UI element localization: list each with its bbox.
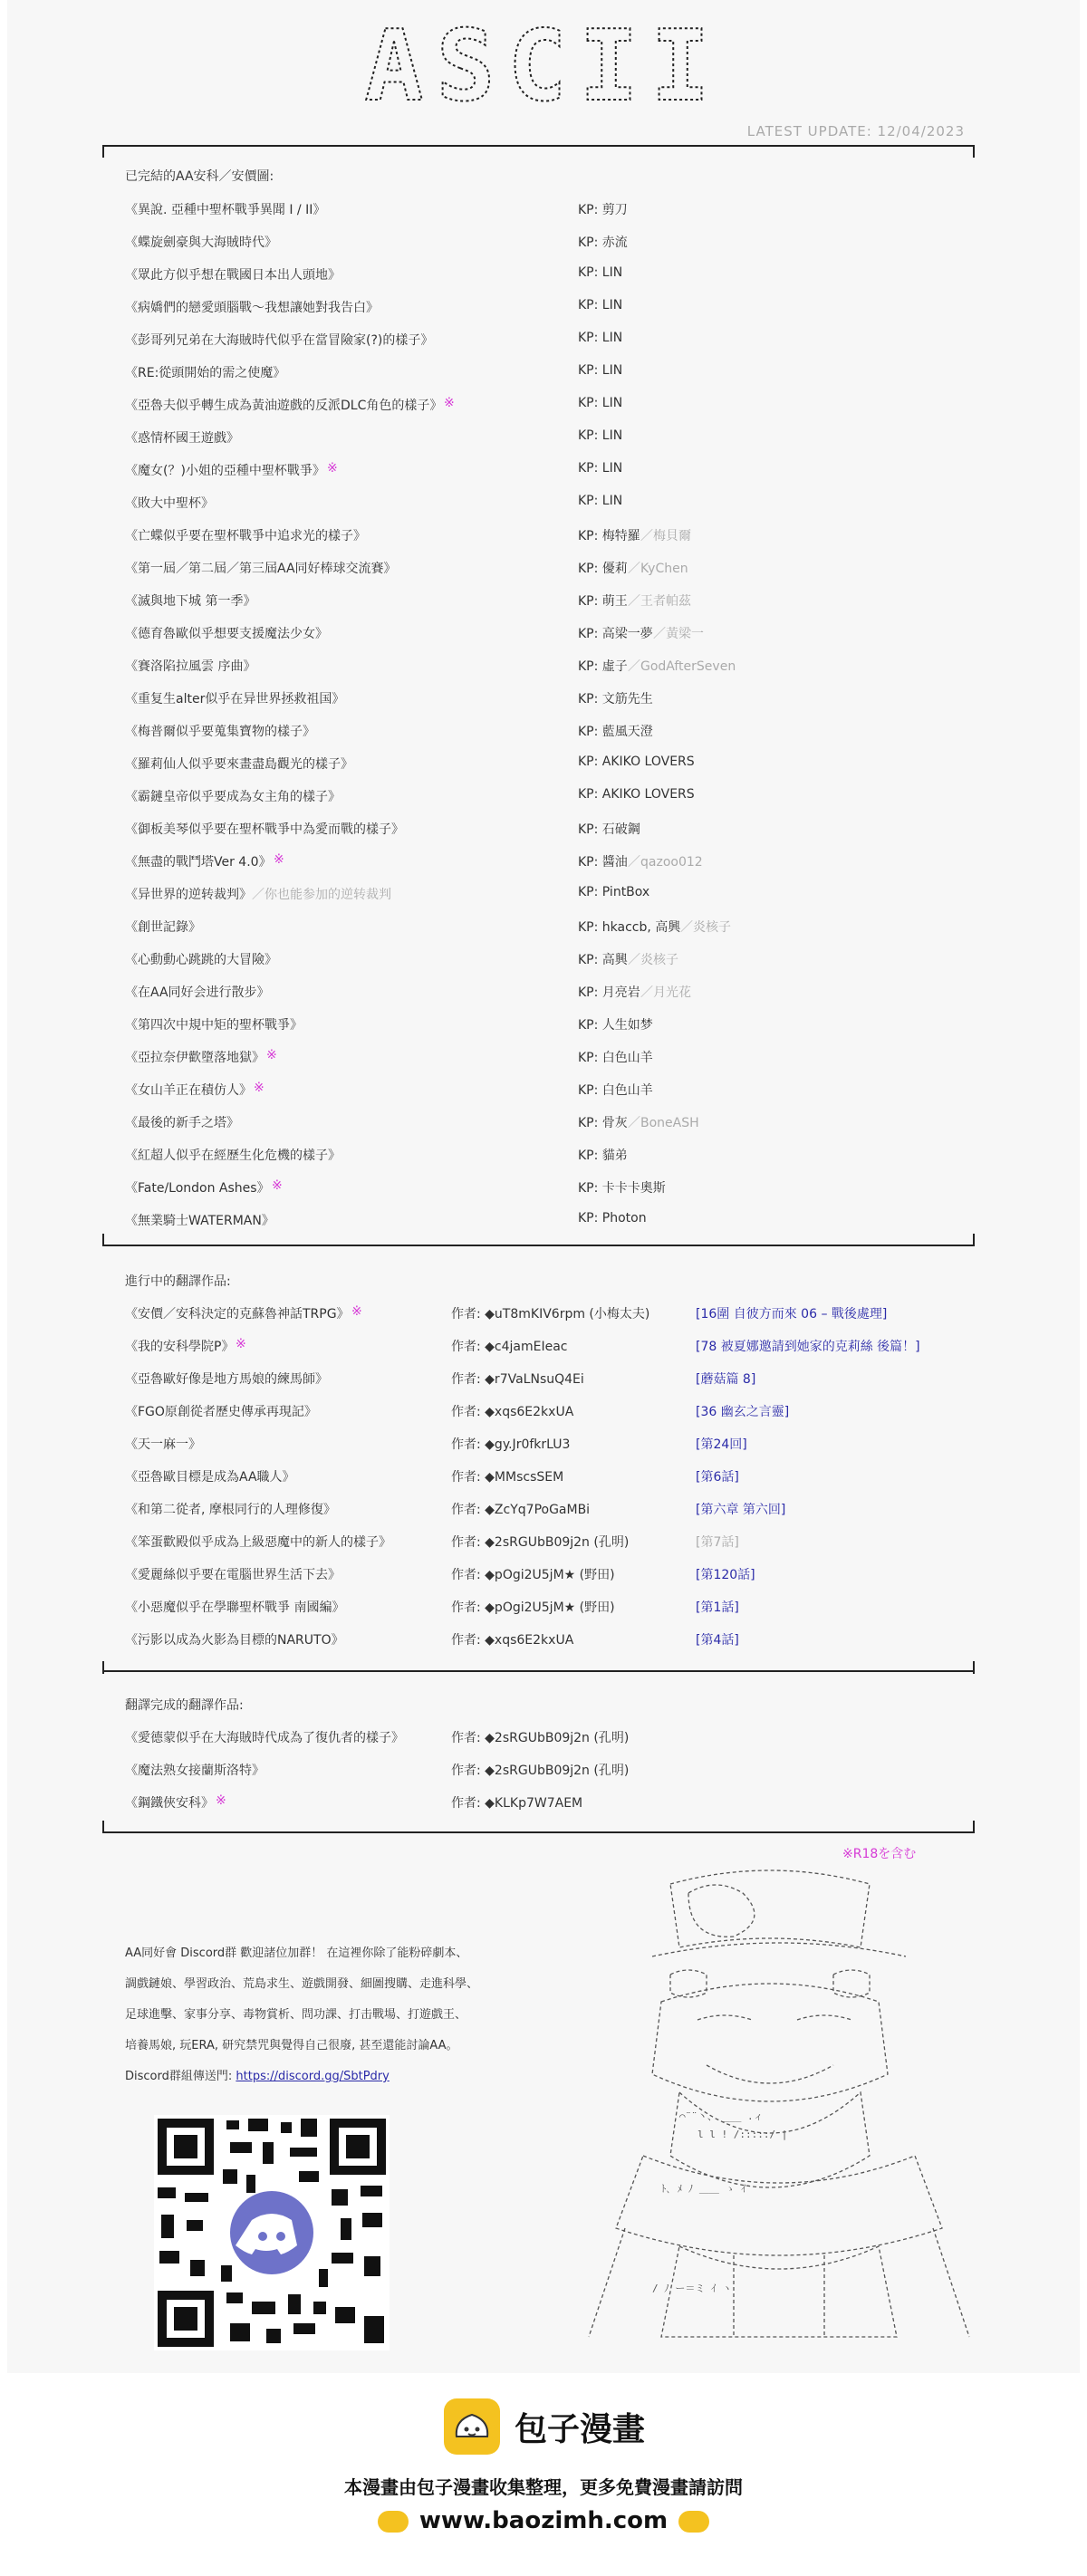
work-title[interactable]: 《亡蝶似乎要在聖杯戰爭中追求光的樣子》 (125, 529, 366, 543)
kp-label: KP: 梅特羅 (578, 529, 640, 543)
brand-name: 包子漫畫 (515, 2410, 646, 2448)
latest-chapter-link[interactable]: [第6話] (696, 1470, 739, 1485)
top-rule-right-tick (973, 145, 975, 158)
kp-alias: ／月光花 (640, 985, 691, 1000)
finished-item (125, 1761, 976, 1781)
ongoing-item (125, 1435, 976, 1455)
work-title[interactable]: 《紅超人似乎在經歷生化危機的樣子》 (125, 1149, 341, 1163)
completed-item (125, 1081, 976, 1101)
completed-item (125, 559, 976, 579)
work-title[interactable]: 《在AA同好会进行散步》 (125, 985, 270, 1000)
info-line-2: 調戲鏈娘、學習政治、荒島求生、遊戲開發、細圖搜購、走進科學、 (125, 1977, 479, 1991)
kp-label: KP: 高梁一夢 (578, 627, 653, 641)
kp-alias: ／KyChen (628, 562, 688, 576)
work-title[interactable]: 《最後的新手之塔》 (125, 1116, 239, 1130)
work-title[interactable]: 《魔女(？)小姐的亞種中聖杯戰爭》 (125, 464, 325, 478)
rule-2-left-tick (102, 1661, 104, 1674)
rule-1 (102, 1245, 975, 1246)
work-title[interactable]: 《彭哥列兄弟在大海賊時代似乎在當冒險家(?)的樣子》 (125, 333, 434, 348)
kp-label: KP: AKIKO LOVERS (578, 787, 695, 802)
kp-label: KP: 貓弟 (578, 1149, 628, 1163)
work-title[interactable]: 《天一麻一》 (125, 1437, 201, 1452)
r18-mark: ※ (216, 1793, 226, 1808)
completed-item (125, 624, 976, 644)
work-title[interactable]: 《滅與地下城 第一季》 (125, 594, 256, 609)
completed-item (125, 1146, 976, 1166)
work-title[interactable]: 《异世界的逆转裁判》 (125, 888, 252, 902)
work-title[interactable]: 《眾此方似乎想在戰國日本出人頭地》 (125, 268, 341, 283)
ascii-art-figure (571, 1866, 983, 2355)
completed-item (125, 852, 976, 872)
pointing-hand-icon-right (678, 2511, 709, 2533)
svg-text:⌒¨¨丶、 ___ .ィ: ⌒¨¨丶、 ___ .ィ (679, 2110, 764, 2122)
finished-section-title: 翻譯完成的翻譯作品: (125, 1698, 244, 1713)
discord-label: Discord群組傳送門: (125, 2070, 233, 2083)
author-label: 作者: ◆r7VaLNsuQ4Ei (451, 1372, 584, 1387)
completed-item (125, 1178, 976, 1198)
work-title[interactable]: 《RE:從頭開始的需之使魔》 (125, 366, 286, 380)
kp-label: KP: LIN (578, 396, 623, 410)
rule-3 (102, 1831, 975, 1833)
top-rule-left-tick (102, 145, 104, 158)
latest-chapter-link[interactable]: [第7話] (696, 1535, 739, 1550)
rule-2-right-tick (973, 1661, 975, 1674)
author-label: 作者: ◆gy.Jr0fkrLU3 (451, 1437, 571, 1452)
footer-line-2-wrap (0, 2507, 1087, 2534)
completed-item (125, 200, 976, 220)
work-title[interactable]: 《愛麗絲似乎要在電腦世界生活下去》 (125, 1568, 341, 1582)
work-title[interactable]: 《小惡魔似乎在學聯聖杯戰爭 南國編》 (125, 1600, 345, 1615)
kp-alias: ／王者帕茲 (628, 594, 691, 609)
r18-note: ※R18を含む (842, 1847, 917, 1861)
kp-label: KP: 石破鋼 (578, 822, 640, 837)
kp-label: KP: LIN (578, 494, 623, 508)
work-title[interactable]: 《病嬌們的戀愛頭腦戰～我想讓她對我告白》 (125, 301, 379, 315)
ongoing-item (125, 1565, 976, 1585)
ongoing-item (125, 1370, 976, 1389)
ongoing-item (125, 1304, 976, 1324)
author-label: 作者: ◆2sRGUbB09j2n (孔明) (451, 1764, 630, 1778)
completed-item (125, 689, 976, 709)
svg-text:/ ﾉ ー＝ミ ｲ ヽ: / ﾉ ー＝ミ ｲ ヽ (652, 2283, 733, 2294)
kp-label: KP: 人生如梦 (578, 1018, 653, 1033)
ongoing-item (125, 1500, 976, 1520)
completed-item (125, 1211, 976, 1231)
completed-item (125, 787, 976, 807)
r18-mark: ※ (254, 1081, 265, 1095)
completed-item (125, 363, 976, 383)
latest-chapter-link[interactable]: [第六章 第六回] (696, 1503, 786, 1517)
kp-label: KP: LIN (578, 298, 623, 312)
kp-label: KP: AKIKO LOVERS (578, 755, 695, 769)
latest-chapter-link[interactable]: [78 被夏娜邀請到她家的克莉絲 後篇！] (696, 1340, 920, 1354)
kp-label: KP: hkaccb, 高興 (578, 920, 681, 935)
discord-info (125, 1938, 596, 2092)
discord-link[interactable]: https://discord.gg/SbtPdry (236, 2070, 390, 2083)
svg-text:l l ! /:::::/ |: l l ! /:::::/ | (697, 2129, 788, 2140)
ascii-logo-text: ASCII (364, 16, 723, 116)
author-label: 作者: ◆xqs6E2kxUA (451, 1405, 574, 1419)
r18-mark: ※ (266, 1048, 277, 1062)
completed-item (125, 265, 976, 285)
info-line-1: AA同好會 Discord群 歡迎諸位加群！ 在這裡你除了能粉碎劇本、 (125, 1946, 468, 1960)
ongoing-item (125, 1533, 976, 1552)
r18-mark: ※ (351, 1304, 362, 1319)
author-label: 作者: ◆pOgi2U5jM★ (野田) (451, 1568, 615, 1582)
kp-label: KP: Photon (578, 1211, 647, 1226)
latest-chapter-link[interactable]: [36 幽玄之言靈] (696, 1405, 790, 1419)
kp-label: KP: LIN (578, 363, 623, 378)
author-label: 作者: ◆ZcYq7PoGaMBi (451, 1503, 591, 1517)
ongoing-item (125, 1337, 976, 1357)
latest-chapter-link[interactable]: [第24回] (696, 1437, 747, 1452)
work-title[interactable]: 《重复生alter似乎在异世界拯救祖国》 (125, 692, 345, 706)
kp-label: KP: LIN (578, 428, 623, 443)
author-label: 作者: ◆c4jamEIeac (451, 1340, 568, 1354)
completed-item (125, 918, 976, 937)
kp-label: KP: 優莉 (578, 562, 628, 576)
work-title[interactable]: 《梅普爾似乎要蒐集寶物的樣子》 (125, 725, 315, 739)
kp-label: KP: PintBox (578, 885, 650, 899)
author-label: 作者: ◆MMscsSEM (451, 1470, 564, 1485)
completed-item (125, 755, 976, 774)
latest-chapter-link[interactable]: [第120話] (696, 1568, 755, 1582)
work-title[interactable]: 《污影以成為火影為目標的NARUTO》 (125, 1633, 344, 1648)
work-title[interactable]: 《蝶旋劍豪與大海賊時代》 (125, 235, 277, 250)
kp-label: KP: LIN (578, 461, 623, 476)
completed-item (125, 526, 976, 546)
rule-3-left-tick (102, 1821, 104, 1833)
author-label: 作者: ◆uT8mKIV6rpm (小梅太夫) (451, 1307, 650, 1322)
work-title[interactable]: 《鋼鐵俠安科》 (125, 1796, 214, 1811)
completed-item (125, 591, 976, 611)
author-label: 作者: ◆KLKp7W7AEM (451, 1796, 583, 1811)
work-title[interactable]: 《亞魯歐好像是地方馬娘的練馬師》 (125, 1372, 328, 1387)
work-title[interactable]: 《敗大中聖杯》 (125, 496, 214, 511)
kp-label: KP: 萌王 (578, 594, 628, 609)
pointing-hand-icon-left (378, 2511, 409, 2533)
work-title[interactable]: 《亞拉奈伊歡墮落地獄》 (125, 1051, 265, 1065)
author-label: 作者: ◆pOgi2U5jM★ (野田) (451, 1600, 615, 1615)
kp-alias: ／GodAfterSeven (628, 659, 736, 674)
r18-mark: ※ (272, 1178, 283, 1193)
completed-item (125, 820, 976, 840)
work-title[interactable]: 《第四次中規中矩的聖杯戰爭》 (125, 1018, 303, 1033)
kp-alias: ／qazoo012 (628, 855, 703, 870)
info-line-4: 培養馬娘, 玩ERA, 研究禁咒與覺得自己很廢, 甚至還能討論AA。 (125, 2039, 458, 2052)
latest-chapter-link[interactable]: [第4話] (696, 1633, 739, 1648)
ongoing-section-title: 進行中的翻譯作品: (125, 1274, 231, 1289)
completed-item (125, 950, 976, 970)
work-title[interactable]: 《羅莉仙人似乎要來畫盡島觀光的樣子》 (125, 757, 353, 772)
r18-mark: ※ (236, 1337, 246, 1351)
rule-3-right-tick (973, 1821, 975, 1833)
rule-1-left-tick (102, 1234, 104, 1246)
kp-label: KP: LIN (578, 331, 623, 345)
work-title[interactable]: 《安價／安科決定的克蘇魯神話TRPG》 (125, 1307, 350, 1322)
rule-1-right-tick (973, 1234, 975, 1246)
author-label: 作者: ◆xqs6E2kxUA (451, 1633, 574, 1648)
work-title[interactable]: 《霸鏈皇帝似乎要成為女主角的樣子》 (125, 790, 341, 804)
work-title[interactable]: 《亞魯歐目標是成為AA職人》 (125, 1470, 295, 1485)
ongoing-item (125, 1630, 976, 1650)
work-title[interactable]: 《和第二從者, 摩根同行的人理修復》 (125, 1503, 336, 1517)
completed-item (125, 461, 976, 481)
kp-label: KP: 月亮岩 (578, 985, 640, 1000)
work-title[interactable]: 《心動動心跳跳的大冒險》 (125, 953, 277, 967)
completed-item (125, 983, 976, 1003)
completed-item (125, 331, 976, 351)
top-rule (102, 145, 975, 147)
work-title[interactable]: 《Fate/London Ashes》 (125, 1181, 270, 1196)
kp-alias: ／BoneASH (628, 1116, 699, 1130)
kp-label: KP: 藍風天澄 (578, 725, 653, 739)
kp-label: KP: 虛子 (578, 659, 628, 674)
work-title[interactable]: 《創世記錄》 (125, 920, 201, 935)
r18-mark: ※ (274, 852, 284, 867)
completed-item (125, 885, 976, 905)
ongoing-item (125, 1402, 976, 1422)
kp-label: KP: 醬油 (578, 855, 628, 870)
footer-site-link[interactable]: www.baozimh.com (418, 2507, 669, 2534)
completed-item (125, 233, 976, 253)
work-title[interactable]: 《異說. 亞種中聖杯戰爭異聞 I / II》 (125, 203, 326, 217)
finished-item (125, 1793, 976, 1813)
kp-alias: ／黃梁一 (653, 627, 704, 641)
completed-item (125, 428, 976, 448)
work-title[interactable]: 《賽洛陷拉風雲 序曲》 (125, 659, 256, 674)
kp-label: KP: 骨灰 (578, 1116, 628, 1130)
discord-link-line (125, 2062, 596, 2092)
kp-label: KP: LIN (578, 265, 623, 280)
work-title[interactable]: 《第一屆／第二屆／第三屆AA同好棒球交流賽》 (125, 562, 397, 576)
kp-label: KP: 卡卡卡奧斯 (578, 1181, 666, 1196)
author-label: 作者: ◆2sRGUbB09j2n (孔明) (451, 1731, 630, 1745)
author-label: 作者: ◆2sRGUbB09j2n (孔明) (451, 1535, 630, 1550)
ongoing-item (125, 1467, 976, 1487)
completed-item (125, 298, 976, 318)
kp-label: KP: 剪刀 (578, 203, 628, 217)
r18-mark: ※ (327, 461, 338, 476)
completed-item (125, 722, 976, 742)
svg-text:ﾄ､ ﾒ ﾉ ＿＿ ゝ ｲ: ﾄ､ ﾒ ﾉ ＿＿ ゝ ｲ (661, 2183, 746, 2195)
completed-item (125, 657, 976, 677)
kp-alias: ／炎核子 (628, 953, 678, 967)
latest-update: LATEST UPDATE: 12/04/2023 (746, 123, 965, 139)
kp-label: KP: 赤流 (578, 235, 628, 250)
kp-label: KP: 高興 (578, 953, 628, 967)
work-title[interactable]: 《愛德蒙似乎在大海賊時代成為了復仇者的樣子》 (125, 1731, 404, 1745)
completed-section-title: 已完結的AA安科／安價圖: (125, 169, 274, 184)
brand (444, 2398, 645, 2455)
finished-item (125, 1728, 976, 1748)
kp-label: KP: 文筋先生 (578, 692, 653, 706)
completed-item (125, 1015, 976, 1035)
work-title[interactable]: 《德育魯歐似乎想要支援魔法少女》 (125, 627, 328, 641)
completed-item (125, 396, 976, 416)
work-title[interactable]: 《惑情杯國王遊戲》 (125, 431, 239, 446)
completed-item (125, 1048, 976, 1068)
work-title[interactable]: 《無業騎士WATERMAN》 (125, 1214, 274, 1228)
r18-mark: ※ (444, 396, 455, 410)
kp-label: KP: 白色山羊 (578, 1083, 653, 1098)
kp-alias: ／炎核子 (680, 920, 731, 935)
latest-chapter-link[interactable]: [第1話] (696, 1600, 739, 1615)
info-line-3: 足球進擊、家事分享、毒物賞析、問功課、打击戰場、打遊戲王、 (125, 2008, 467, 2022)
kp-alias: ／梅貝爾 (640, 529, 691, 543)
work-title[interactable]: 《御板美琴似乎要在聖杯戰爭中為愛而戰的樣子》 (125, 822, 404, 837)
work-title[interactable]: 《亞魯夫似乎轉生成為黃油遊戲的反派DLC角色的樣子》 (125, 399, 443, 413)
footer-line-1: 本漫畫由包子漫畫收集整理，更多免費漫畫請訪問 (344, 2476, 743, 2498)
rule-2 (102, 1670, 975, 1672)
work-title[interactable]: 《魔法熟女接蘭斯洛特》 (125, 1764, 265, 1778)
latest-chapter-link[interactable]: [16圍 自彼方而來 06 – 戰後處理] (696, 1307, 888, 1322)
completed-item (125, 494, 976, 514)
work-title[interactable]: 《笨蛋歡殿似乎成為上級惡魔中的新人的樣子》 (125, 1535, 391, 1550)
work-title[interactable]: 《女山羊正在積仿人》 (125, 1083, 252, 1098)
latest-chapter-link[interactable]: [蘑菇篇 8] (696, 1372, 756, 1387)
work-title-extra: ／你也能参加的逆转裁判 (252, 888, 391, 902)
ascii-logo (7, 16, 1080, 116)
work-title[interactable]: 《無盡的戰鬥塔Ver 4.0》 (125, 855, 272, 870)
completed-item (125, 1113, 976, 1133)
work-title[interactable]: 《FGO原創從者歷史傳承再現記》 (125, 1405, 317, 1419)
kp-label: KP: 白色山羊 (578, 1051, 653, 1065)
work-title[interactable]: 《我的安科學院P》 (125, 1340, 235, 1354)
baozi-logo-icon (444, 2398, 500, 2455)
ongoing-item (125, 1598, 976, 1618)
discord-qr-code (154, 2115, 390, 2350)
